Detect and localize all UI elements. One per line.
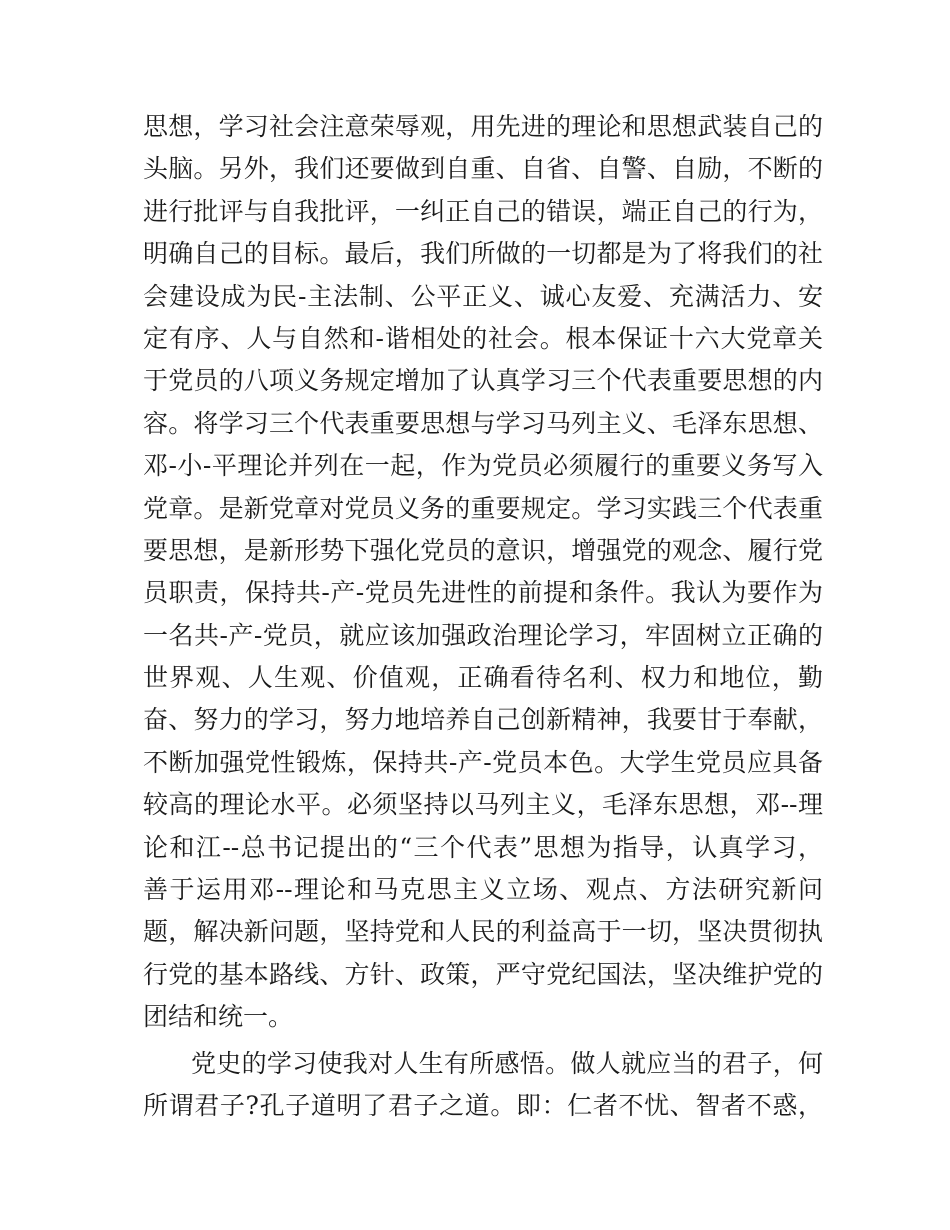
text-line: 思想，学习社会注意荣辱观，用先进的理论和思想武装自己的 xyxy=(143,112,823,141)
text-line: 于党员的八项义务规定增加了认真学习三个代表重要思想的内 xyxy=(143,366,823,396)
text-line: 所谓君子?孔子道明了君子之道。即：仁者不忧、智者不惑， xyxy=(143,1090,823,1120)
text-line: 进行批评与自我批评，一纠正自己的错误，端正自己的行为， xyxy=(143,196,823,226)
paragraph-1 xyxy=(143,106,823,1039)
text-line: 党史的学习使我对人生有所感悟。做人就应当的君子，何 xyxy=(191,1048,823,1078)
text-line: 世界观、人生观、价值观，正确看待名利、权力和地位，勤 xyxy=(143,663,823,693)
text-line: 行党的基本路线、方针、政策，严守党纪国法，坚决维护党的 xyxy=(143,959,823,989)
text-line: 明确自己的目标。最后，我们所做的一切都是为了将我们的社 xyxy=(143,239,823,269)
text-line: 定有序、人与自然和-谐相处的社会。根本保证十六大党章关 xyxy=(143,323,823,353)
text-line: 奋、努力的学习，努力地培养自己创新精神，我要甘于奉献， xyxy=(143,705,823,735)
text-line: 党章。是新党章对党员义务的重要规定。学习实践三个代表重 xyxy=(143,493,823,523)
text-line: 论和江--总书记提出的“三个代表”思想为指导，认真学习， xyxy=(143,832,823,862)
text-line: 会建设成为民-主法制、公平正义、诚心友爱、充满活力、安 xyxy=(143,281,823,311)
paragraph-2 xyxy=(143,1043,823,1128)
text-line: 团结和统一。 xyxy=(143,1002,294,1032)
text-line: 一名共-产-党员，就应该加强政治理论学习，牢固树立正确的 xyxy=(143,620,823,650)
text-line: 不断加强党性锻炼，保持共-产-党员本色。大学生党员应具备 xyxy=(143,747,823,777)
text-line: 员职责，保持共-产-党员先进性的前提和条件。我认为要作为 xyxy=(143,578,823,608)
text-line: 题，解决新问题，坚持党和人民的利益高于一切，坚决贯彻执 xyxy=(143,917,823,947)
text-line: 邓-小-平理论并列在一起，作为党员必须履行的重要义务写入 xyxy=(143,451,823,481)
text-line: 要思想，是新形势下强化党员的意识，增强党的观念、履行党 xyxy=(143,535,823,565)
text-line: 头脑。另外，我们还要做到自重、自省、自警、自励，不断的 xyxy=(143,154,823,184)
text-line: 容。将学习三个代表重要思想与学习马列主义、毛泽东思想、 xyxy=(143,408,823,438)
text-line: 善于运用邓--理论和马克思主义立场、观点、方法研究新问 xyxy=(143,875,823,905)
text-line: 较高的理论水平。必须坚持以马列主义，毛泽东思想，邓--理 xyxy=(143,790,823,820)
document-body xyxy=(143,106,823,1127)
